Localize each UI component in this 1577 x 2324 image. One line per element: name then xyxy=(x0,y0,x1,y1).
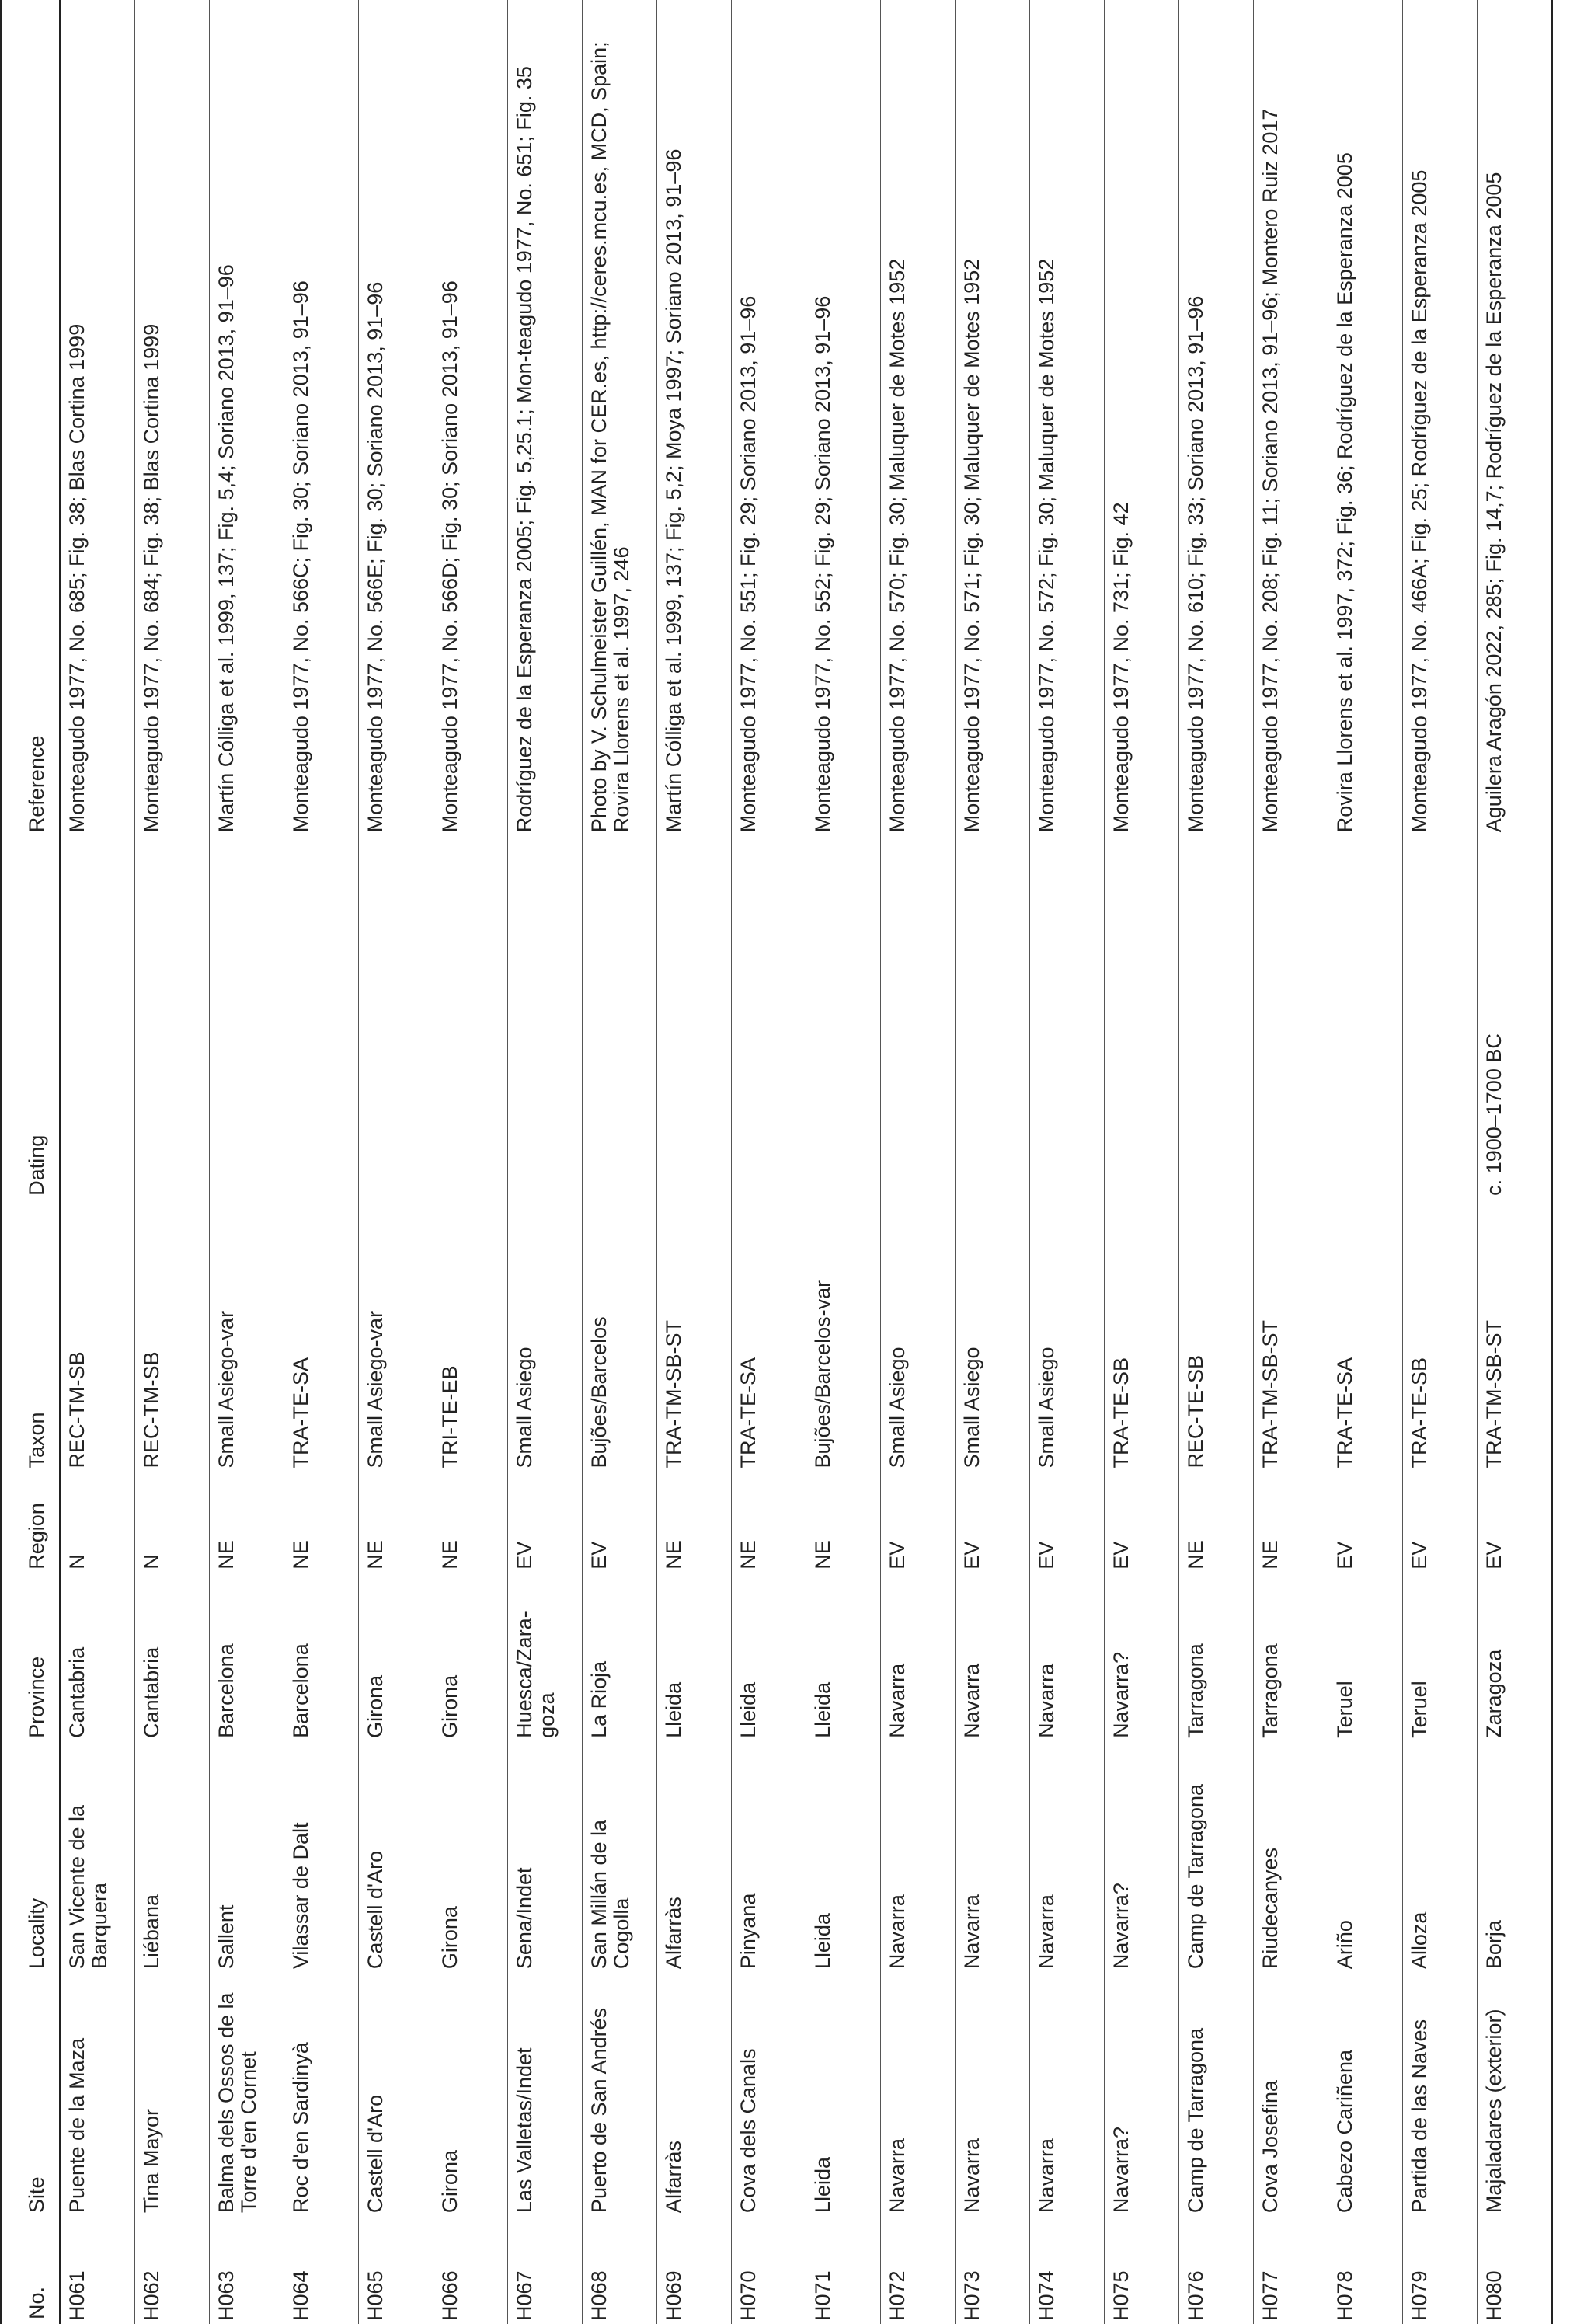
table-row xyxy=(209,0,284,2324)
cell-region: NE xyxy=(1258,1540,1282,1570)
cell-no: H064 xyxy=(288,2270,312,2321)
cell-locality: Pinyana xyxy=(736,1893,760,1970)
cell-taxon: REC-TM-SB xyxy=(65,1351,89,1469)
cell-taxon: REC-TM-SB xyxy=(139,1351,163,1469)
cell-locality: Sena/Indet xyxy=(512,1867,536,1970)
cell-site: Navarra? xyxy=(1109,2127,1133,2214)
table-row xyxy=(1477,0,1551,2324)
cell-province: Cantabria xyxy=(139,1646,163,1738)
cell-province: Lleida xyxy=(810,1681,834,1738)
cell-locality: Borja xyxy=(1481,1920,1506,1970)
cell-dating xyxy=(1402,837,1477,1200)
cell-taxon: Small Asiego-var xyxy=(363,1310,387,1469)
cell-locality: Vilassar de Dalt xyxy=(288,1822,312,1970)
cell-reference: Monteagudo 1977, No. 466A; Fig. 25; Rodríguez de la Esperanza 2005 xyxy=(1407,169,1431,833)
cell-locality: Lleida xyxy=(810,1913,834,1970)
cell-reference: Monteagudo 1977, No. 566E; Fig. 30; Soriano 2013, 91–96 xyxy=(363,281,387,833)
cell-no: H077 xyxy=(1258,2270,1282,2321)
cell-site: Balma dels Ossos de la Torre d'en Cornet xyxy=(214,1992,260,2214)
column-header-reference: Reference xyxy=(25,735,48,833)
cell-reference: Martín Cólliga et al. 1999, 137; Fig. 5,4; Soriano 2013, 91–96 xyxy=(214,264,238,833)
table-row xyxy=(955,0,1029,2324)
cell-no: H065 xyxy=(363,2270,387,2321)
cell-taxon: Small Asiego xyxy=(512,1347,536,1469)
cell-no: H061 xyxy=(65,2270,89,2321)
cell-reference: Monteagudo 1977, No. 685; Fig. 38; Blas Cortina 1999 xyxy=(65,323,89,833)
table-body xyxy=(60,0,1551,2324)
cell-reference: Aguilera Aragón 2022, 285; Fig. 14,7; Rodríguez de la Esperanza 2005 xyxy=(1481,172,1506,833)
cell-taxon: Small Asiego xyxy=(885,1347,909,1469)
cell-site: Castell d'Aro xyxy=(363,2094,387,2214)
cell-site: Cova Josefina xyxy=(1258,2079,1282,2214)
cell-taxon: TRA-TM-SB-ST xyxy=(661,1320,685,1469)
table-row xyxy=(134,0,209,2324)
cell-no: H073 xyxy=(959,2270,983,2321)
cell-province: Barcelona xyxy=(288,1643,312,1738)
cell-reference: Monteagudo 1977, No. 566C; Fig. 30; Soriano 2013, 91–96 xyxy=(288,280,312,833)
cell-site: Alfarràs xyxy=(661,2141,685,2214)
cell-province: Tarragona xyxy=(1183,1643,1207,1738)
cell-province: La Rioja xyxy=(587,1660,611,1738)
cell-reference: Photo by V. Schulmeister Guillén, MAN for CER.es, http://ceres.mcu.es, MCD, Spain; Rovira Llorens et al. 1997, 246 xyxy=(587,41,633,833)
cell-locality: Sallent xyxy=(214,1904,238,1970)
cell-region: EV xyxy=(1332,1541,1356,1570)
cell-locality: Camp de Tarragona xyxy=(1183,1783,1207,1970)
cell-province: Teruel xyxy=(1332,1681,1356,1738)
cell-dating xyxy=(358,837,433,1200)
cell-no: H066 xyxy=(437,2270,461,2321)
cell-taxon: TRA-TE-SA xyxy=(736,1357,760,1469)
cell-site: Girona xyxy=(437,2150,461,2214)
cell-site: Camp de Tarragona xyxy=(1183,2027,1207,2214)
cell-reference: Monteagudo 1977, No. 731; Fig. 42 xyxy=(1109,502,1133,833)
cell-reference: Rodríguez de la Esperanza 2005; Fig. 5,25.1; Mon-teagudo 1977, No. 651; Fig. 35 xyxy=(512,66,536,833)
cell-province: Girona xyxy=(437,1674,461,1738)
cell-dating: c. 1900–1700 BC xyxy=(1481,1033,1506,1196)
cell-province: Lleida xyxy=(661,1681,685,1738)
table-row xyxy=(358,0,433,2324)
cell-region: EV xyxy=(959,1541,983,1570)
cell-region: NE xyxy=(288,1540,312,1570)
cell-site: Las Valletas/Indet xyxy=(512,2047,536,2214)
cell-locality: Navarra xyxy=(1034,1894,1058,1970)
cell-taxon: Bujões/Barcelos xyxy=(587,1316,611,1469)
cell-locality: Girona xyxy=(437,1906,461,1970)
cell-taxon: TRA-TE-SA xyxy=(288,1357,312,1469)
column-header-taxon: Taxon xyxy=(25,1412,48,1469)
cell-site: Navarra xyxy=(1034,2138,1058,2214)
cell-region: EV xyxy=(885,1541,909,1570)
column-header-no: No. xyxy=(25,2286,48,2319)
cell-region: NE xyxy=(363,1540,387,1570)
cell-site: Cova dels Canals xyxy=(736,2048,760,2214)
cell-province: Huesca/Zara-goza xyxy=(512,1611,559,1738)
cell-region: EV xyxy=(1407,1541,1431,1570)
cell-taxon: Small Asiego xyxy=(959,1347,983,1469)
cell-no: H075 xyxy=(1109,2270,1133,2321)
cell-dating xyxy=(1253,837,1328,1200)
cell-province: Navarra xyxy=(1034,1663,1058,1738)
cell-locality: Alloza xyxy=(1407,1911,1431,1970)
cell-site: Partida de las Naves xyxy=(1407,2019,1431,2214)
cell-site: Puerto de San Andrés xyxy=(587,2007,611,2214)
cell-locality: Alfarràs xyxy=(661,1897,685,1970)
cell-no: H067 xyxy=(512,2270,536,2321)
table-row xyxy=(60,0,134,2324)
cell-province: Navarra xyxy=(885,1663,909,1738)
cell-reference: Monteagudo 1977, No. 566D; Fig. 30; Soriano 2013, 91–96 xyxy=(437,280,461,833)
cell-province: Zaragoza xyxy=(1481,1649,1506,1738)
cell-site: Lleida xyxy=(810,2157,834,2214)
cell-province: Barcelona xyxy=(214,1643,238,1738)
cell-site: Puente de la Maza xyxy=(65,2037,89,2214)
column-header-province: Province xyxy=(25,1656,48,1738)
cell-region: NE xyxy=(1183,1540,1207,1570)
cell-locality: Riudecanyes xyxy=(1258,1848,1282,1970)
cell-reference: Monteagudo 1977, No. 208; Fig. 11; Soriano 2013, 91–96; Montero Ruiz 2017 xyxy=(1258,108,1282,833)
cell-taxon: Bujões/Barcelos-var xyxy=(810,1280,834,1469)
cell-locality: Castell d'Aro xyxy=(363,1850,387,1970)
cell-dating xyxy=(134,837,209,1200)
cell-site: Navarra xyxy=(885,2138,909,2214)
cell-region: EV xyxy=(587,1541,611,1570)
cell-taxon: TRA-TM-SB-ST xyxy=(1481,1320,1506,1469)
cell-locality: Navarra xyxy=(885,1894,909,1970)
cell-region: EV xyxy=(1481,1541,1506,1570)
cell-province: Tarragona xyxy=(1258,1643,1282,1738)
cell-dating xyxy=(656,837,731,1200)
cell-taxon: TRA-TM-SB-ST xyxy=(1258,1320,1282,1469)
table-row xyxy=(284,0,358,2324)
table-row xyxy=(1328,0,1402,2324)
cell-site: Tina Mayor xyxy=(139,2109,163,2214)
table-row xyxy=(1253,0,1328,2324)
cell-region: NE xyxy=(810,1540,834,1570)
cell-no: H072 xyxy=(885,2270,909,2321)
table-header xyxy=(2,0,61,2324)
cell-reference: Monteagudo 1977, No. 684; Fig. 38; Blas Cortina 1999 xyxy=(139,323,163,833)
cell-dating xyxy=(806,837,880,1200)
column-header-site: Site xyxy=(25,2176,48,2214)
table-row xyxy=(731,0,806,2324)
cell-reference: Monteagudo 1977, No. 570; Fig. 30; Maluquer de Motes 1952 xyxy=(885,258,909,833)
table-row xyxy=(1178,0,1253,2324)
cell-dating xyxy=(582,837,656,1200)
cell-no: H070 xyxy=(736,2270,760,2321)
cell-taxon: TRA-TE-SA xyxy=(1332,1357,1356,1469)
cell-dating xyxy=(507,837,582,1200)
cell-province: Navarra xyxy=(959,1663,983,1738)
cell-dating xyxy=(1178,837,1253,1200)
cell-no: H069 xyxy=(661,2270,685,2321)
cell-reference: Monteagudo 1977, No. 552; Fig. 29; Soriano 2013, 91–96 xyxy=(810,295,834,833)
column-header-locality: Locality xyxy=(25,1897,48,1970)
cell-province: Girona xyxy=(363,1674,387,1738)
cell-province: Lleida xyxy=(736,1681,760,1738)
cell-region: NE xyxy=(214,1540,238,1570)
cell-taxon: Small Asiego-var xyxy=(214,1310,238,1469)
header-row xyxy=(2,0,61,2324)
cell-no: H079 xyxy=(1407,2270,1431,2321)
table-row xyxy=(1104,0,1178,2324)
cell-no: H074 xyxy=(1034,2270,1058,2321)
cell-region: EV xyxy=(1034,1541,1058,1570)
column-header-dating: Dating xyxy=(25,1134,48,1196)
cell-no: H063 xyxy=(214,2270,238,2321)
cell-region: EV xyxy=(1109,1541,1133,1570)
table-row xyxy=(507,0,582,2324)
cell-dating xyxy=(731,837,806,1200)
cell-taxon: TRI-TE-EB xyxy=(437,1365,461,1469)
cell-province: Cantabria xyxy=(65,1646,89,1738)
table-row xyxy=(1402,0,1477,2324)
cell-dating xyxy=(1328,837,1402,1200)
cell-no: H068 xyxy=(587,2270,611,2321)
cell-dating xyxy=(1029,837,1104,1200)
cell-locality: San Millán de la Cogolla xyxy=(587,1819,633,1970)
cell-reference: Rovira Llorens et al. 1997, 372; Fig. 36; Rodríguez de la Esperanza 2005 xyxy=(1332,152,1356,833)
cell-reference: Monteagudo 1977, No. 572; Fig. 30; Maluquer de Motes 1952 xyxy=(1034,258,1058,833)
cell-region: NE xyxy=(437,1540,461,1570)
table-row xyxy=(433,0,507,2324)
table-row xyxy=(1029,0,1104,2324)
cell-region: EV xyxy=(512,1541,536,1570)
cell-dating xyxy=(433,837,507,1200)
cell-no: H071 xyxy=(810,2270,834,2321)
cell-dating xyxy=(60,837,134,1200)
column-header-region: Region xyxy=(25,1503,48,1570)
cell-province: Navarra? xyxy=(1109,1651,1133,1738)
table-row xyxy=(880,0,955,2324)
table-row xyxy=(806,0,880,2324)
cell-no: H078 xyxy=(1332,2270,1356,2321)
cell-locality: Navarra xyxy=(959,1894,983,1970)
cell-reference: Monteagudo 1977, No. 571; Fig. 30; Maluquer de Motes 1952 xyxy=(959,258,983,833)
cell-dating xyxy=(284,837,358,1200)
cell-dating xyxy=(955,837,1029,1200)
cell-site: Cabezo Cariñena xyxy=(1332,2049,1356,2214)
table-row xyxy=(656,0,731,2324)
cell-site: Majaladares (exterior) xyxy=(1481,2009,1506,2214)
cell-reference: Martín Cólliga et al. 1999, 137; Fig. 5,2; Moya 1997; Soriano 2013, 91–96 xyxy=(661,148,685,833)
cell-province: Teruel xyxy=(1407,1681,1431,1738)
table-row xyxy=(582,0,656,2324)
cell-region: NE xyxy=(661,1540,685,1570)
cell-taxon: TRA-TE-SB xyxy=(1109,1357,1133,1469)
cell-dating xyxy=(880,837,955,1200)
cell-locality: San Vicente de la Barquera xyxy=(65,1804,112,1970)
cell-site: Navarra xyxy=(959,2138,983,2214)
cell-region: N xyxy=(65,1554,89,1570)
cell-dating xyxy=(209,837,284,1200)
cell-locality: Ariño xyxy=(1332,1920,1356,1970)
cell-no: H080 xyxy=(1481,2270,1506,2321)
cell-reference: Monteagudo 1977, No. 551; Fig. 29; Soriano 2013, 91–96 xyxy=(736,295,760,833)
cell-region: NE xyxy=(736,1540,760,1570)
cell-taxon: Small Asiego xyxy=(1034,1347,1058,1469)
cell-no: H076 xyxy=(1183,2270,1207,2321)
cell-dating xyxy=(1104,837,1178,1200)
cell-taxon: TRA-TE-SB xyxy=(1407,1357,1431,1469)
cell-locality: Navarra? xyxy=(1109,1883,1133,1970)
cell-locality: Liébana xyxy=(139,1894,163,1970)
cell-region: N xyxy=(139,1554,163,1570)
cell-taxon: REC-TE-SB xyxy=(1183,1355,1207,1469)
cell-reference: Monteagudo 1977, No. 610; Fig. 33; Soriano 2013, 91–96 xyxy=(1183,295,1207,833)
cell-site: Roc d'en Sardinyà xyxy=(288,2042,312,2214)
cell-no: H062 xyxy=(139,2270,163,2321)
